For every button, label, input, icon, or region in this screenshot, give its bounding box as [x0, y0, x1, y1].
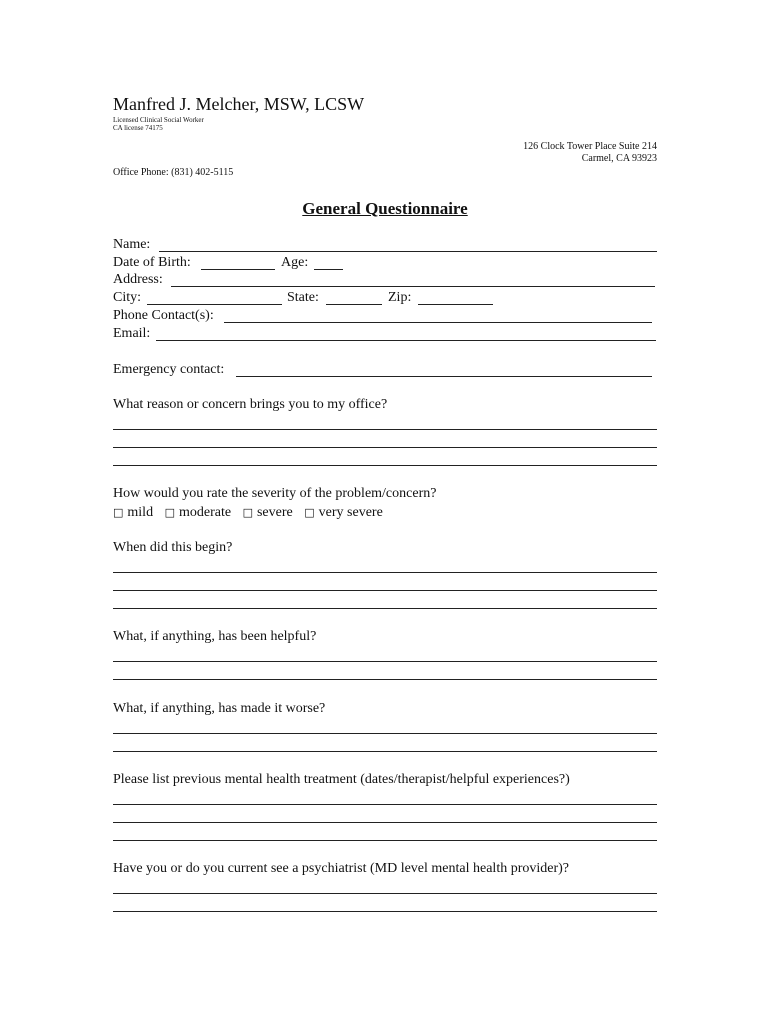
- previous-treatment-answer-line[interactable]: [113, 822, 657, 823]
- phone-field[interactable]: [224, 308, 652, 323]
- license-number: CA license 74175: [113, 124, 163, 132]
- psychiatrist-answer-line[interactable]: [113, 911, 657, 912]
- helpful-question: What, if anything, has been helpful?: [113, 629, 317, 644]
- begin-answer-line[interactable]: [113, 608, 657, 609]
- previous-treatment-answer-line[interactable]: [113, 840, 657, 841]
- helpful-answer-line[interactable]: [113, 661, 657, 662]
- previous-treatment-answer-line[interactable]: [113, 804, 657, 805]
- checkbox-icon: □: [113, 506, 124, 519]
- dob-row: [113, 255, 191, 273]
- dob-field[interactable]: [201, 255, 275, 270]
- email-row: [113, 326, 150, 344]
- city-field[interactable]: [147, 290, 282, 305]
- office-phone: Office Phone: (831) 402-5115: [113, 167, 234, 178]
- begin-question: When did this begin?: [113, 540, 233, 555]
- begin-answer-line[interactable]: [113, 590, 657, 591]
- zip-row: [388, 290, 411, 308]
- emergency-row: [113, 362, 224, 380]
- severity-options: [113, 505, 391, 521]
- reason-answer-line[interactable]: [113, 465, 657, 466]
- form-title: General Questionnaire: [302, 199, 468, 218]
- name-field[interactable]: [159, 237, 657, 252]
- address-label: Address:: [113, 272, 163, 287]
- severity-option-severe[interactable]: □ severe: [242, 505, 293, 520]
- email-field[interactable]: [156, 326, 656, 341]
- phone-row: [113, 308, 214, 326]
- name-label: Name:: [113, 237, 151, 252]
- checkbox-icon: □: [242, 506, 253, 519]
- license-title: Licensed Clinical Social Worker: [113, 116, 204, 124]
- zip-field[interactable]: [418, 290, 493, 305]
- emergency-field[interactable]: [236, 362, 652, 377]
- checkbox-icon: □: [304, 506, 315, 519]
- reason-question: What reason or concern brings you to my office?: [113, 397, 388, 412]
- state-field[interactable]: [326, 290, 382, 305]
- phone-label: Phone Contact(s):: [113, 308, 214, 323]
- psychiatrist-question: Have you or do you current see a psychiatrist (MD level mental health provider)?: [113, 861, 570, 876]
- state-row: [287, 290, 319, 308]
- city-label: City:: [113, 290, 142, 305]
- severity-option-very-severe[interactable]: □ very severe: [304, 505, 383, 520]
- helpful-answer-line[interactable]: [113, 679, 657, 680]
- worse-answer-line[interactable]: [113, 733, 657, 734]
- age-field[interactable]: [314, 255, 343, 270]
- clinician-name: Manfred J. Melcher, MSW, LCSW: [113, 94, 365, 114]
- age-label: Age:: [281, 255, 309, 270]
- address-line-1: 126 Clock Tower Place Suite 214: [523, 141, 657, 152]
- address-field[interactable]: [171, 272, 655, 287]
- begin-answer-line[interactable]: [113, 572, 657, 573]
- email-label: Email:: [113, 326, 151, 341]
- city-row: [113, 290, 141, 308]
- address-line-2: Carmel, CA 93923: [581, 153, 657, 164]
- psychiatrist-answer-line[interactable]: [113, 893, 657, 894]
- emergency-label: Emergency contact:: [113, 362, 225, 377]
- severity-question: How would you rate the severity of the problem/concern?: [113, 486, 437, 501]
- checkbox-icon: □: [164, 506, 175, 519]
- severity-option-mild[interactable]: □ mild: [113, 505, 154, 520]
- dob-label: Date of Birth:: [113, 255, 191, 270]
- age-row: [281, 255, 308, 273]
- state-label: State:: [287, 290, 319, 305]
- worse-question: What, if anything, has made it worse?: [113, 701, 326, 716]
- name-row: [113, 237, 150, 255]
- worse-answer-line[interactable]: [113, 751, 657, 752]
- previous-treatment-question: Please list previous mental health treatment (dates/therapist/helpful experiences?): [113, 772, 570, 787]
- zip-label: Zip:: [388, 290, 412, 305]
- reason-answer-line[interactable]: [113, 429, 657, 430]
- address-row: [113, 272, 163, 290]
- reason-answer-line[interactable]: [113, 447, 657, 448]
- severity-option-moderate[interactable]: □ moderate: [164, 505, 232, 520]
